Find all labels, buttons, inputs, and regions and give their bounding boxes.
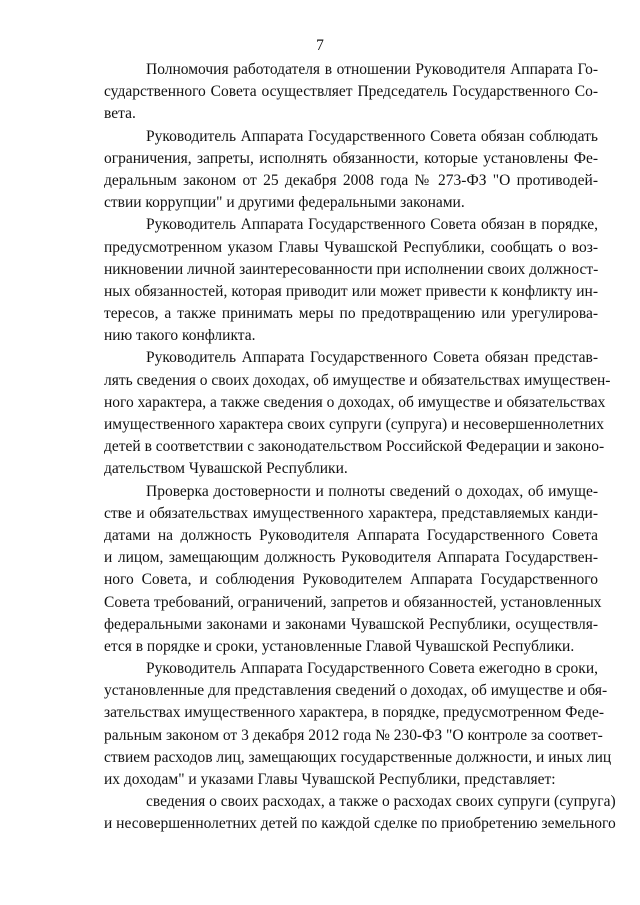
- paragraph-line: тересов, а также принимать меры по предотвращению или урегулирова-: [104, 305, 598, 323]
- page-number: 7: [316, 37, 324, 54]
- paragraph: [104, 658, 612, 791]
- paragraph-line: установленные для представления сведений о доходах, об имуществе и обя-: [104, 682, 608, 700]
- paragraph-line: ных обязанностей, которая приводит или может привести к конфликту ин-: [104, 282, 598, 300]
- paragraph-line: Совета требований, ограничений, запретов и обязанностей, установленных: [104, 593, 602, 611]
- paragraph-line: и несовершеннолетних детей по каждой сделке по приобретению земельного: [104, 815, 616, 833]
- paragraph-line: вета.: [104, 105, 136, 123]
- paragraph-line: ствием расходов лиц, замещающих государственные должности, и иных лиц: [104, 748, 612, 766]
- paragraph-line: ного Совета, и соблюдения Руководителем Аппарата Государственного: [104, 571, 598, 589]
- paragraph-line: и лицом, замещающим должность Руководителя Аппарата Государствен-: [104, 549, 598, 567]
- paragraph: [104, 481, 602, 659]
- paragraph-line: Проверка достоверности и полноты сведений о доходах, об имуще-: [146, 482, 598, 500]
- document-body: [104, 59, 616, 836]
- paragraph: [104, 59, 598, 126]
- paragraph: [104, 214, 598, 347]
- paragraph-line: сударственного Совета осуществляет Председатель Государственного Со-: [104, 83, 598, 101]
- paragraph-line: Руководитель Аппарата Государственного Совета ежегодно в сроки,: [146, 660, 598, 678]
- paragraph-line: предусмотренном указом Главы Чувашской Республики, сообщать о воз-: [104, 238, 598, 256]
- paragraph-line: имущественного характера своих супруги (супруга) и несовершеннолетних: [104, 416, 604, 433]
- paragraph-line: ральным законом от 3 декабря 2012 года № 230-ФЗ "О контроле за соответ-: [104, 726, 603, 744]
- paragraph-line: Руководитель Аппарата Государственного Совета обязан в порядке,: [146, 216, 598, 234]
- paragraph-line: Полномочия работодателя в отношении Руководителя Аппарата Го-: [146, 61, 598, 78]
- paragraph-line: их доходам" и указами Главы Чувашской Республики, представляет:: [104, 771, 556, 788]
- paragraph: [104, 126, 598, 215]
- paragraph-line: детей в соответствии с законодательством Российской Федерации и законо-: [104, 438, 605, 456]
- paragraph-line: сведения о своих расходах, а также о расходах своих супруги (супруга): [146, 793, 616, 811]
- paragraph: [104, 347, 611, 480]
- paragraph-line: деральным законом от 25 декабря 2008 года № 273-ФЗ "О противодей-: [104, 171, 598, 189]
- paragraph-line: ного характера, а также сведения о доходах, об имуществе и обязательствах: [104, 393, 606, 411]
- paragraph-line: Руководитель Аппарата Государственного Совета обязан соблюдать: [146, 127, 598, 145]
- paragraph-line: федеральными законами и законами Чувашской Республики, осуществля-: [104, 615, 598, 633]
- paragraph-line: нию такого конфликта.: [104, 327, 256, 345]
- paragraph-line: зательствах имущественного характера, в порядке, предусмотренном Феде-: [104, 704, 605, 722]
- paragraph-line: никновении личной заинтересованности при исполнении своих должност-: [104, 260, 599, 278]
- paragraph-line: стве и обязательствах имущественного характера, представляемых канди-: [104, 504, 598, 522]
- paragraph-line: ется в порядке и сроки, установленные Главой Чувашской Республики.: [104, 637, 575, 655]
- paragraph-line: дательством Чувашской Республики.: [104, 460, 348, 478]
- paragraph-line: Руководитель Аппарата Государственного Совета обязан представ-: [146, 349, 598, 367]
- paragraph-line: ствии коррупции" и другими федеральными законами.: [104, 194, 465, 212]
- paragraph: [104, 791, 616, 835]
- paragraph-line: датами на должность Руководителя Аппарата Государственного Совета: [104, 526, 598, 544]
- paragraph-line: ограничения, запреты, исполнять обязанности, которые установлены Фе-: [104, 149, 598, 167]
- paragraph-line: лять сведения о своих доходах, об имуществе и обязательствах имуществен-: [104, 371, 611, 389]
